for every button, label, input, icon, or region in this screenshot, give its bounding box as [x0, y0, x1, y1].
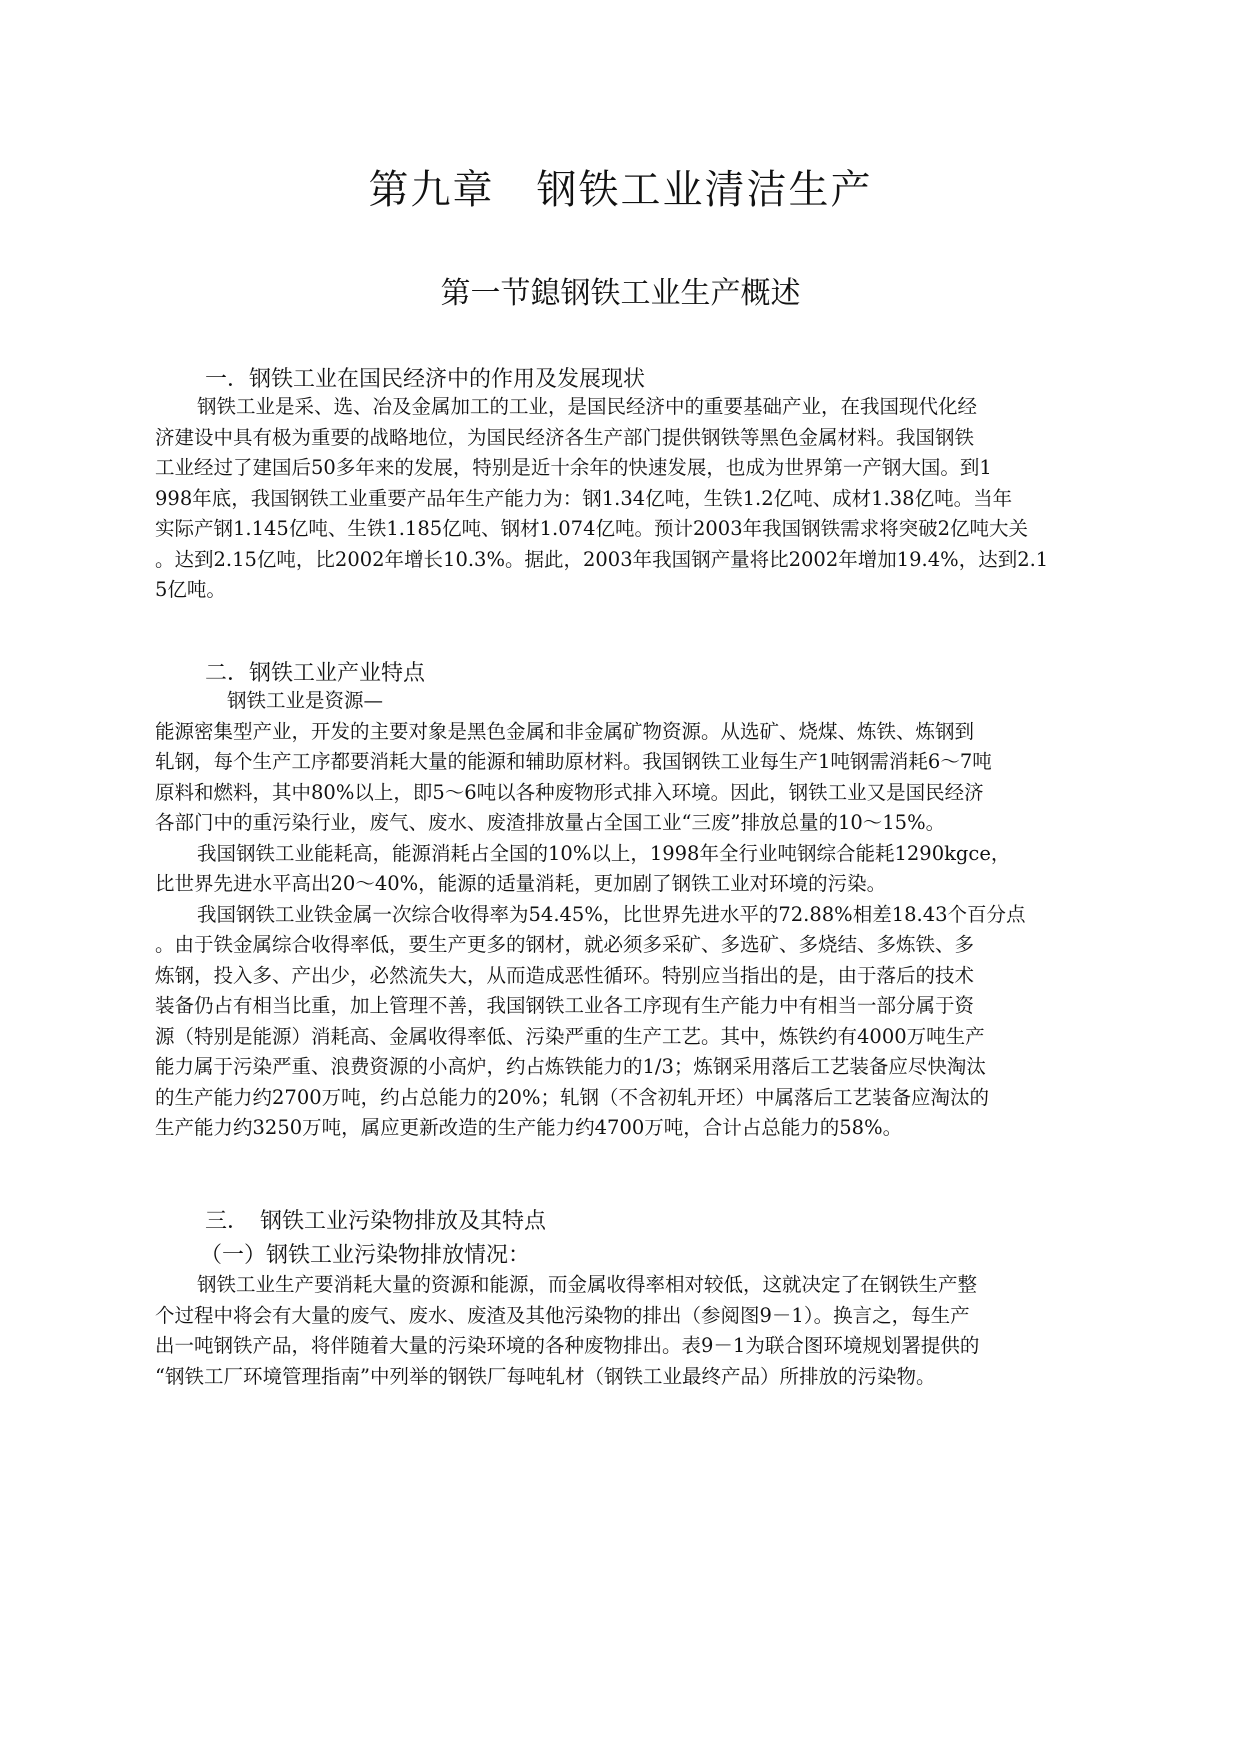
section-3-subheading: （一）钢铁工业污染物排放情况：: [200, 1243, 531, 1268]
paragraph-line: 钢铁工业是采、选、冶及金属加工的工业，是国民经济中的重要基础产业，在我国现代化经: [197, 395, 978, 418]
paragraph-line: 比世界先进水平高出20～40%，能源的适量消耗，更加剧了钢铁工业对环境的污染。: [155, 872, 887, 895]
paragraph-line: 998年底，我国钢铁工业重要产品年生产能力为：钢1.34亿吨，生铁1.2亿吨、成材1.38亿吨。当年: [155, 486, 1013, 510]
paragraph-line: 工业经过了建国后50多年来的发展，特别是近十余年的快速发展，也成为世界第一产钢大国。到1: [155, 456, 992, 479]
section-1-heading: 一．钢铁工业在国民经济中的作用及发展现状: [205, 367, 646, 392]
paragraph-line: 装备仍占有相当比重，加上管理不善，我国钢铁工业各工序现有生产能力中有相当一部分属于资: [155, 994, 975, 1017]
paragraph-line: 个过程中将会有大量的废气、废水、废渣及其他污染物的排出（参阅图9－1）。换言之，每生产: [155, 1303, 970, 1327]
paragraph-line: 的生产能力约2700万吨，约占总能力的20%；轧钢（不含初轧开坯）中属落后工艺装备应淘汰的: [155, 1085, 989, 1109]
section-1-body: [155, 392, 1090, 606]
paragraph-line: 炼钢，投入多、产出少，必然流失大，从而造成恶性循环。特别应当指出的是，由于落后的技术: [155, 963, 975, 987]
section-3-body: [155, 1270, 1090, 1392]
paragraph-line: 钢铁工业是资源—: [227, 689, 384, 712]
paragraph-line: 济建设中具有极为重要的战略地位，为国民经济各生产部门提供钢铁等黑色金属材料。我国钢铁: [155, 425, 975, 449]
paragraph-line: 我国钢铁工业能耗高，能源消耗占全国的10%以上，1998年全行业吨钢综合能耗1290kgce，: [197, 841, 1011, 865]
paragraph-line: 实际产钢1.145亿吨、生铁1.185亿吨、钢材1.074亿吨。预计2003年我国钢铁需求将突破2亿吨大关: [155, 517, 1029, 540]
chapter-title: 第九章 钢铁工业清洁生产: [368, 167, 873, 213]
paragraph-line: 钢铁工业生产要消耗大量的资源和能源，而金属收得率相对较低，这就决定了在钢铁生产整: [197, 1273, 978, 1296]
section-2-heading: 二．钢铁工业产业特点: [205, 661, 426, 686]
paragraph-line: 能源密集型产业，开发的主要对象是黑色金属和非金属矿物资源。从选矿、烧煤、炼铁、炼钢到: [155, 719, 975, 743]
paragraph-line: 我国钢铁工业铁金属一次综合收得率为54.45%，比世界先进水平的72.88%相差18.43个百分点: [197, 902, 1026, 926]
paragraph-line: 。由于铁金属综合收得率低，要生产更多的钢材，就必须多采矿、多选矿、多烧结、多炼铁、多: [155, 933, 975, 956]
section-title: 第一节鎴钢铁工业生产概述: [440, 276, 801, 311]
paragraph-line: 出一吨钢铁产品，将伴随着大量的污染环境的各种废物排出。表9－1为联合图环境规划署提供的: [155, 1334, 980, 1357]
paragraph-line: 原料和燃料，其中80%以上，即5～6吨以各种废物形式排入环境。因此，钢铁工业又是国民经济: [155, 780, 984, 804]
paragraph-line: 轧钢，每个生产工序都要消耗大量的能源和辅助原材料。我国钢铁工业每生产1吨钢需消耗6～7吨: [155, 750, 992, 773]
paragraph-line: 5亿吨。: [155, 578, 226, 601]
paragraph-line: 生产能力约3250万吨，属应更新改造的生产能力约4700万吨，合计占总能力的58%。: [155, 1116, 903, 1139]
section-3-heading: 三． 钢铁工业污染物排放及其特点: [205, 1209, 547, 1234]
paragraph-line: 各部门中的重污染行业，废气、废水、废渣排放量占全国工业“三废”排放总量的10～15%。: [155, 811, 946, 834]
section-2-body: [155, 686, 1090, 1144]
paragraph-line: 。达到2.15亿吨，比2002年增长10.3%。据此，2003年我国钢产量将比2002年增加19.4%，达到2.1: [155, 547, 1049, 571]
paragraph-line: 源（特别是能源）消耗高、金属收得率低、污染严重的生产工艺。其中，炼铁约有4000万吨生产: [155, 1024, 985, 1048]
paragraph-line: “钢铁工厂环境管理指南”中列举的钢铁厂每吨轧材（钢铁工业最终产品）所排放的污染物。: [155, 1364, 936, 1388]
paragraph-line: 能力属于污染严重、浪费资源的小高炉，约占炼铁能力的1/3；炼钢采用落后工艺装备应尽快淘汰: [155, 1055, 986, 1078]
